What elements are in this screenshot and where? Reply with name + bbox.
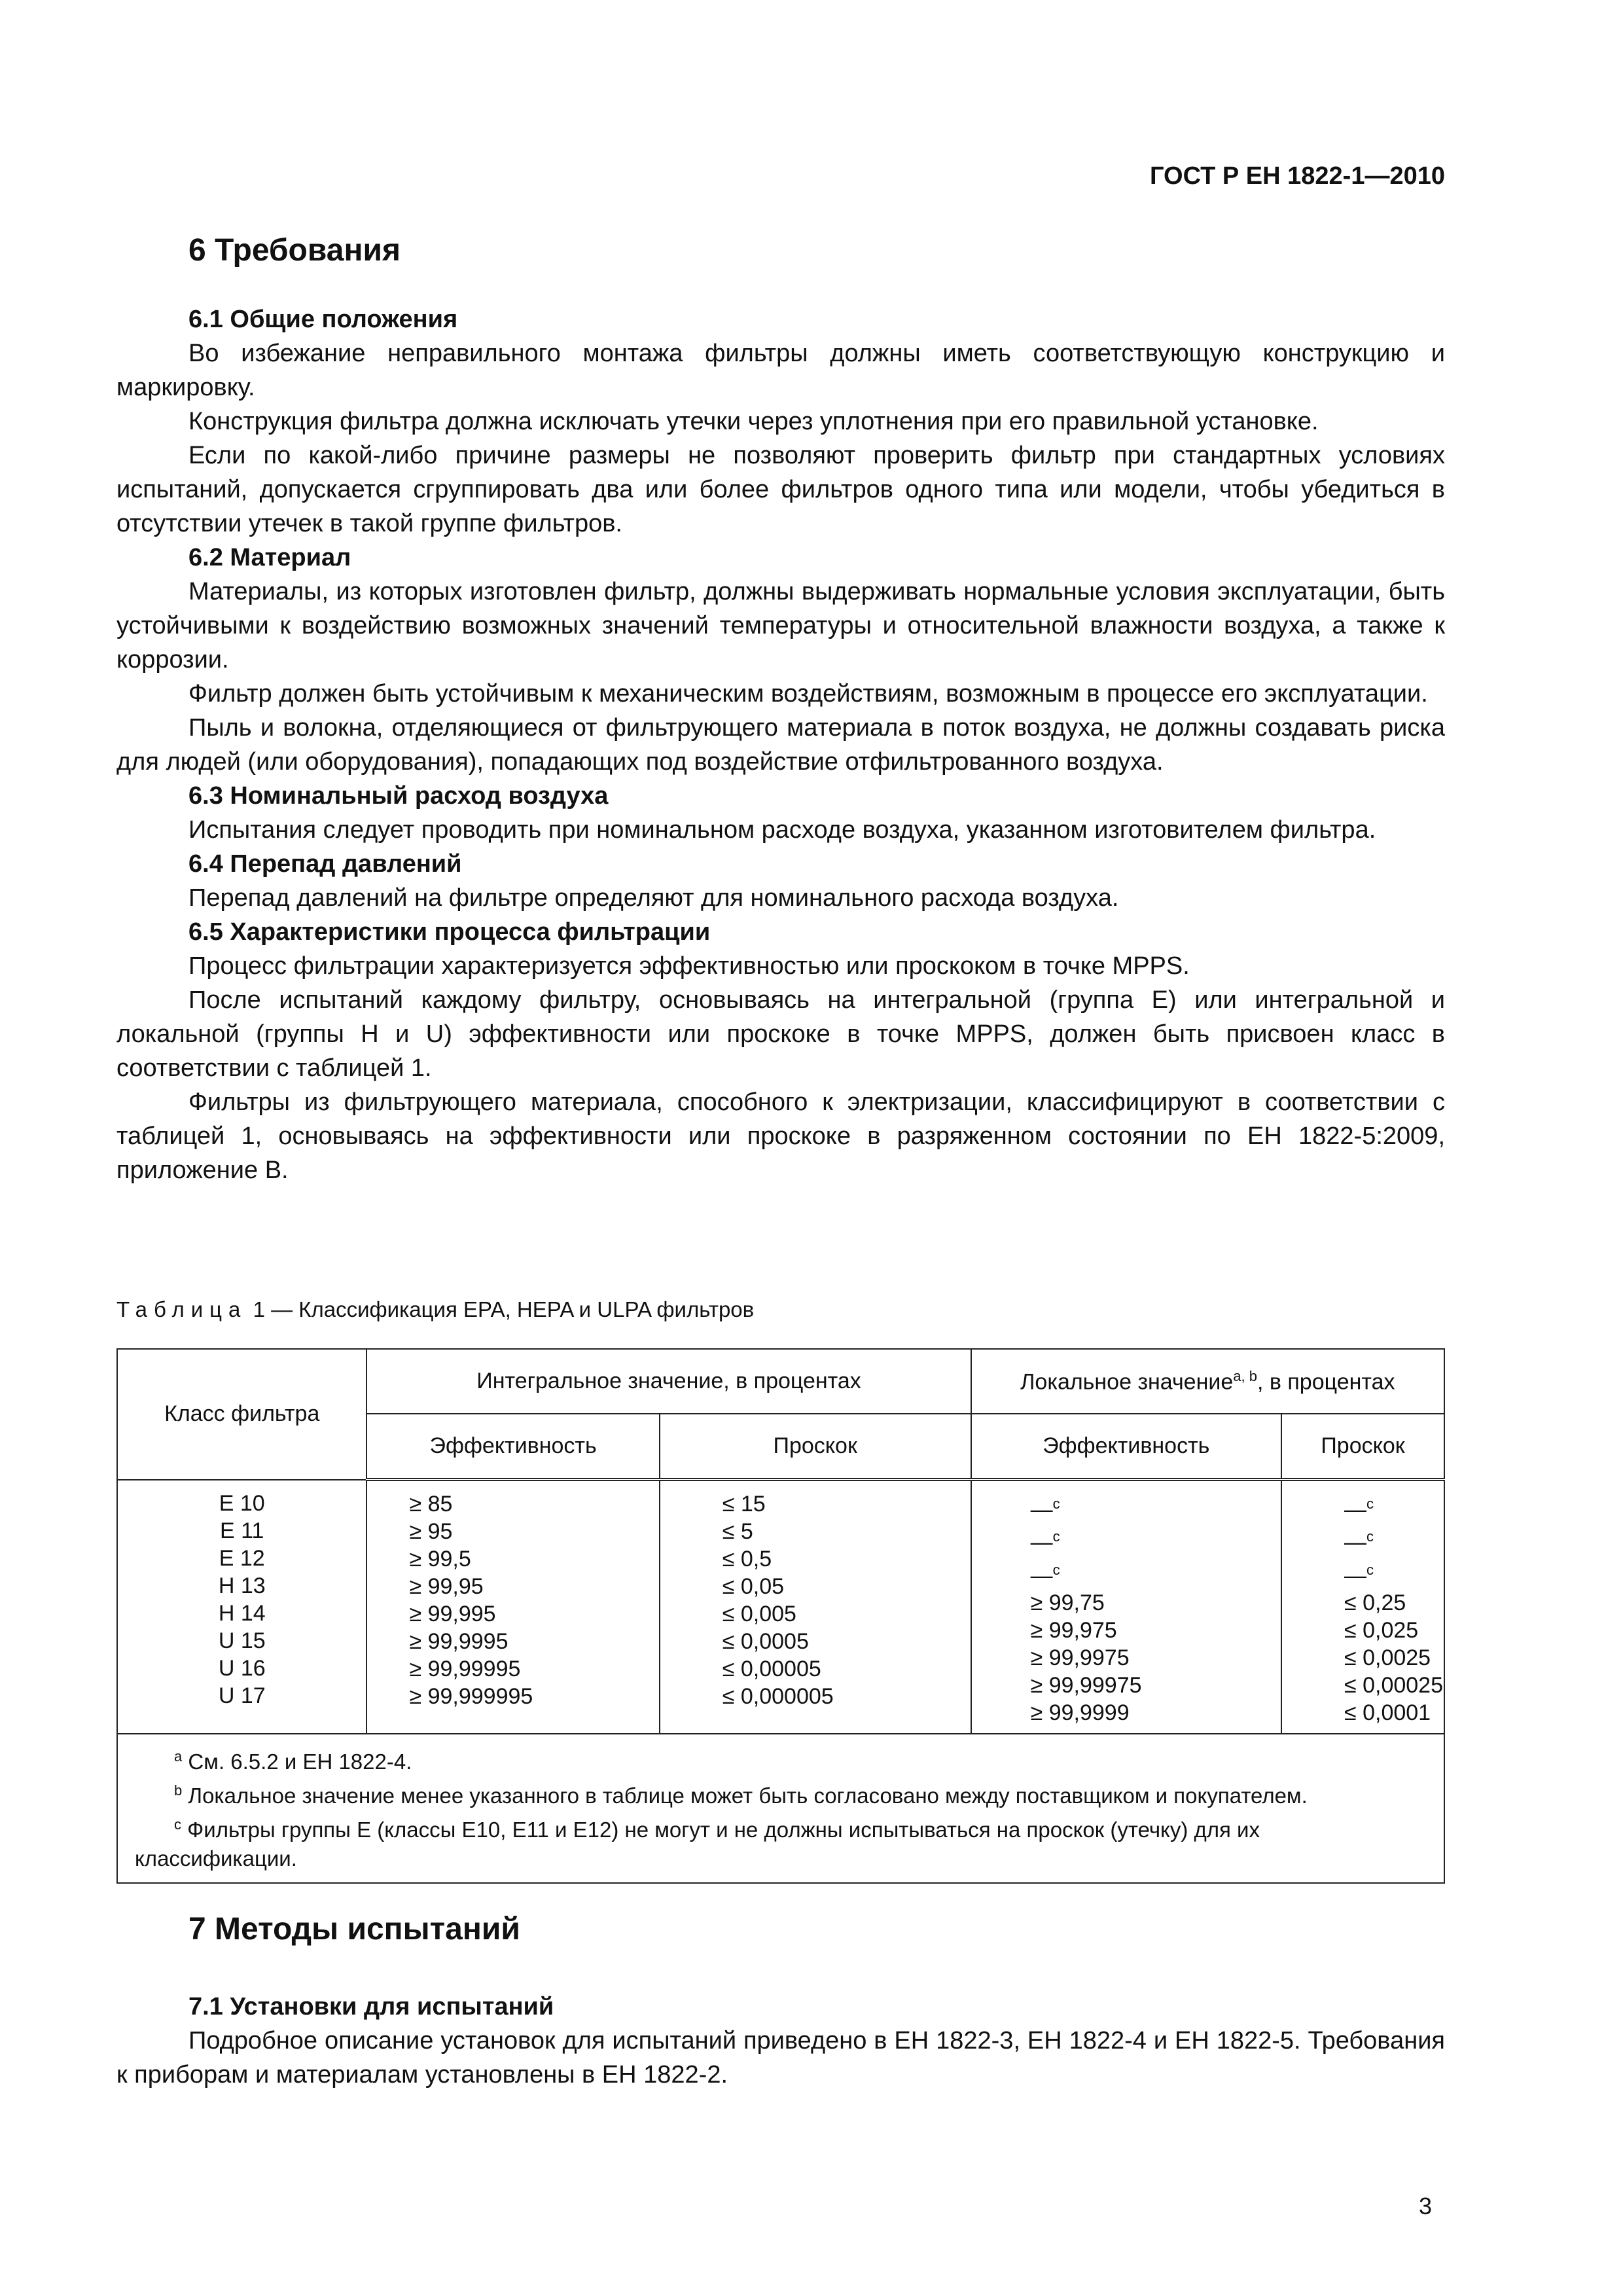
dash: — [1344, 1497, 1366, 1522]
cell-value: ≥ 99,95 [409, 1574, 484, 1599]
footnote-mark: c [1052, 1496, 1060, 1512]
header-integral: Интегральное значение, в процентах [366, 1349, 971, 1414]
dash: — [1344, 1562, 1366, 1588]
footnote-mark: c [1052, 1561, 1060, 1578]
document-code: ГОСТ Р ЕН 1822-1—2010 [1150, 162, 1445, 190]
cell-value: ≥ 99,99995 [409, 1657, 521, 1681]
footnote-mark: c [1366, 1528, 1374, 1545]
cell-value: ≥ 85 [409, 1492, 453, 1516]
cell-value: ≥ 99,75 [1030, 1590, 1105, 1615]
subsection-6-1-title: 6.1 Общие положения [188, 306, 458, 333]
header-integral-penetration: Проскок [660, 1414, 971, 1480]
cell-class: E 12 [219, 1545, 265, 1571]
table-notes-row [117, 1734, 1444, 1883]
cell-value: ≤ 0,05 [722, 1574, 785, 1599]
table-note [135, 1776, 1427, 1810]
cell-value [1344, 1556, 1443, 1589]
dash: — [1030, 1562, 1053, 1588]
cell-class: H 14 [218, 1600, 266, 1626]
cell-value: ≥ 99,999995 [409, 1684, 533, 1709]
page-number: 3 [1419, 2193, 1433, 2219]
cell-value: ≤ 0,5 [722, 1547, 772, 1571]
cell-value: ≥ 99,995 [409, 1602, 496, 1626]
dash: — [1030, 1530, 1053, 1555]
cell-value [1031, 1490, 1280, 1523]
cell-value: ≤ 0,0025 [1344, 1645, 1431, 1670]
subsection-6-4-title: 6.4 Перепад давлений [188, 850, 462, 878]
cell-class: U 16 [218, 1655, 266, 1681]
cell-value: ≥ 99,5 [409, 1547, 471, 1571]
cell-class: U 15 [218, 1628, 266, 1653]
table-caption-word: Таблица [116, 1297, 247, 1321]
subsection-6-2-title: 6.2 Материал [188, 544, 351, 571]
cell-value: ≤ 5 [722, 1519, 753, 1544]
paragraph: Конструкция фильтра должна исключать утечки через уплотнения при его правильной установке. [188, 408, 1319, 435]
cell-value: ≤ 0,00025 [1344, 1672, 1443, 1698]
footnote-mark: c [1366, 1496, 1374, 1512]
paragraph: Пыль и волокна, отделяющиеся от фильтрующего материала в поток воздуха, не должны создавать риска для людей (или оборудования), попадающих под воздействие отфильтрованного воздуха. [116, 714, 1445, 776]
table-note [135, 1742, 1427, 1776]
cell-class: H 13 [218, 1573, 266, 1598]
header-local-suffix: , в процентах [1257, 1369, 1395, 1395]
note-text: Локальное значение менее указанного в таблице может быть согласовано между поставщиком и покупателем. [188, 1783, 1308, 1808]
cell-value: ≥ 99,9975 [1030, 1645, 1130, 1670]
paragraph: Испытания следует проводить при номинальном расходе воздуха, указанном изготовителем фильтра. [188, 816, 1376, 844]
note-text: Фильтры группы Е (классы Е10, Е11 и Е12) не могут и не должны испытываться на проскок (утечку) для их классификации. [135, 1817, 1260, 1871]
cell-value [1344, 1490, 1443, 1523]
footnote-mark: a [174, 1748, 183, 1765]
cell-class: E 10 [219, 1490, 265, 1516]
section-6-title: 6 Требования [188, 233, 401, 268]
header-class: Класс фильтра [117, 1349, 366, 1480]
header-local-penetration: Проскок [1281, 1414, 1444, 1480]
table-caption-text: 1 — Классификация EPA, HEPA и ULPA фильтров [253, 1297, 755, 1321]
paragraph: Если по какой-либо причине размеры не позволяют проверить фильтр при стандартных условиях испытаний, допускается сгруппировать два или более фильтров одного типа или модели, чтобы убедиться в отсутствии утечек в такой группе фильтров. [116, 442, 1445, 537]
dash: — [1030, 1497, 1053, 1522]
cell-value: ≤ 0,00005 [722, 1657, 821, 1681]
classification-table [116, 1348, 1445, 1884]
column-local-penetration [1281, 1480, 1444, 1734]
paragraph: Фильтр должен быть устойчивым к механическим воздействиям, возможным в процессе его эксплуатации. [188, 680, 1428, 708]
paragraph: Во избежание неправильного монтажа фильтры должны иметь соответствующую конструкцию и маркировку. [116, 340, 1445, 401]
section-6-body [116, 302, 1445, 1187]
cell-value: ≥ 99,975 [1030, 1617, 1117, 1643]
cell-value [1344, 1523, 1443, 1556]
cell-class: U 17 [218, 1683, 266, 1708]
paragraph: Фильтры из фильтрующего материала, способного к электризации, классифицируют в соответствии с таблицей 1, основываясь на эффективности или проскоке в разряженном состоянии по ЕН 1822-5:2009, приложение В. [116, 1088, 1445, 1184]
header-local [971, 1349, 1444, 1414]
cell-value [1031, 1556, 1280, 1589]
cell-value: ≥ 99,9999 [1030, 1700, 1130, 1725]
column-integral-penetration [660, 1480, 971, 1734]
header-integral-efficiency: Эффективность [366, 1414, 659, 1480]
cell-value: ≥ 99,99975 [1030, 1672, 1142, 1698]
paragraph: Процесс фильтрации характеризуется эффективностью или проскоком в точке MPPS. [188, 952, 1190, 980]
note-text: См. 6.5.2 и ЕН 1822-4. [188, 1749, 412, 1774]
table-body-row [117, 1480, 1444, 1734]
table-notes [117, 1734, 1444, 1883]
cell-value: ≤ 0,25 [1344, 1590, 1406, 1615]
cell-value: ≥ 95 [409, 1519, 453, 1544]
table-caption [116, 1297, 754, 1322]
column-integral-efficiency [366, 1480, 659, 1734]
subsection-6-3-title: 6.3 Номинальный расход воздуха [188, 782, 609, 810]
paragraph: Перепад давлений на фильтре определяют для номинального расхода воздуха. [188, 884, 1119, 912]
subsection-7-1-title: 7.1 Установки для испытаний [188, 1993, 554, 2020]
dash: — [1344, 1530, 1366, 1555]
cell-value: ≤ 0,0001 [1344, 1700, 1431, 1725]
column-class [117, 1480, 366, 1734]
header-local-footnote-marks: a, b [1233, 1367, 1257, 1384]
footnote-mark: b [174, 1782, 183, 1799]
cell-value: ≤ 0,005 [722, 1602, 796, 1626]
cell-class: E 11 [220, 1518, 264, 1543]
table-header-row [117, 1349, 1444, 1414]
cell-value: ≥ 99,9995 [409, 1629, 508, 1654]
footnote-mark: c [1366, 1561, 1374, 1578]
header-local-text: Локальное значение [1020, 1369, 1234, 1395]
footnote-mark: c [1052, 1528, 1060, 1545]
cell-value: ≤ 0,000005 [722, 1684, 834, 1709]
subsection-6-5-title: 6.5 Характеристики процесса фильтрации [188, 918, 711, 946]
cell-value: ≤ 15 [722, 1492, 766, 1516]
section-7-title: 7 Методы испытаний [188, 1912, 520, 1946]
paragraph: Материалы, из которых изготовлен фильтр, должны выдерживать нормальные условия эксплуатации, быть устойчивыми к воздействию возможных значений температуры и относительной влажности воздуха, а также к коррозии. [116, 578, 1445, 673]
paragraph: После испытаний каждому фильтру, основываясь на интегральной (группа Е) или интегральной и локальной (группы Н и U) эффективности или проскоке в точке MPPS, должен быть присвоен класс в соответствии с таблицей 1. [116, 986, 1445, 1082]
column-local-efficiency [971, 1480, 1281, 1734]
header-local-efficiency: Эффективность [971, 1414, 1281, 1480]
section-7-body [116, 1990, 1445, 2092]
cell-value [1031, 1523, 1280, 1556]
table-note [135, 1810, 1427, 1873]
cell-value: ≤ 0,025 [1344, 1617, 1419, 1643]
paragraph: Подробное описание установок для испытаний приведено в ЕН 1822-3, ЕН 1822-4 и ЕН 1822-5. Требования к приборам и материалам установлены в ЕН 1822-2. [116, 2027, 1445, 2089]
footnote-mark: c [174, 1816, 181, 1833]
cell-value: ≤ 0,0005 [722, 1629, 809, 1654]
